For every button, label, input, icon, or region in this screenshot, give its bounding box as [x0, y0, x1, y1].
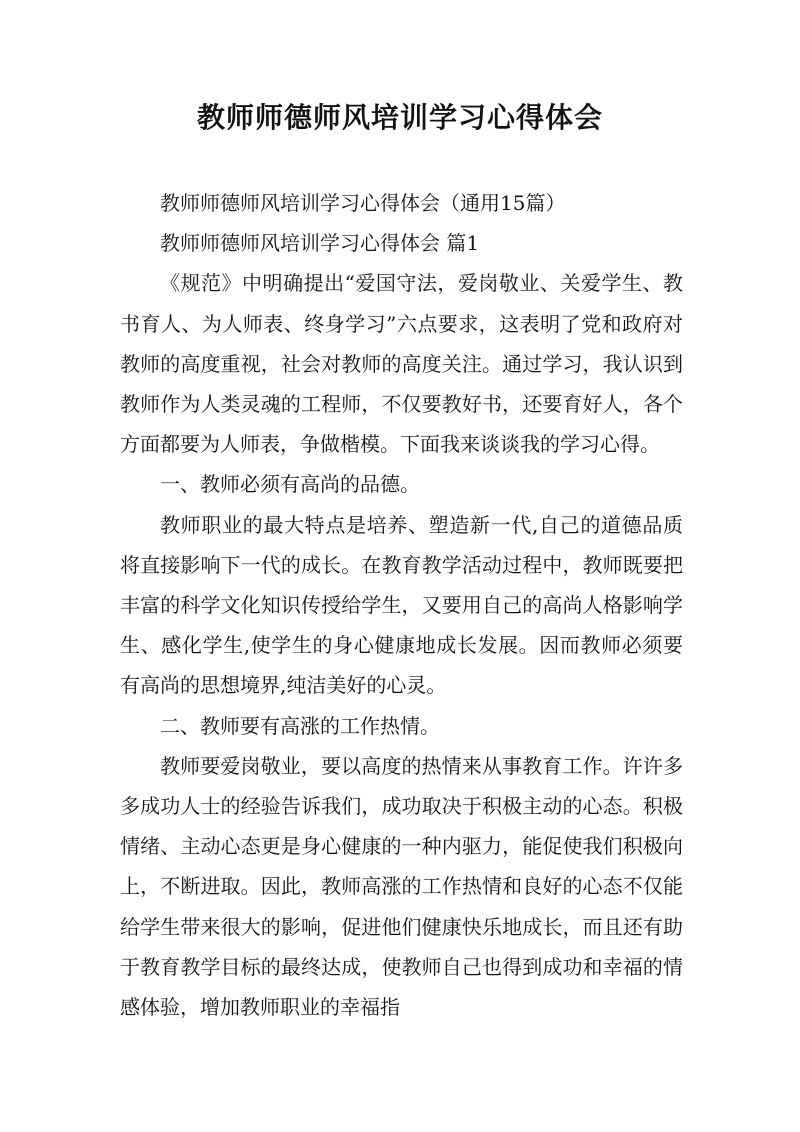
- paragraph-point-one-body: 教师职业的最大特点是培养、塑造新一代,自己的道德品质将直接影响下一代的成长。在教育教学活动过程中，教师既要把丰富的科学文化知识传授给学生，又要用自己的高尚人格影响学生、感化学生,使学生的身心健康地成长发展。因而教师必须要有高尚的思想境界,纯洁美好的心灵。: [120, 512, 683, 698]
- paragraph-section-heading: 教师师德师风培训学习心得体会 篇1: [160, 231, 480, 256]
- document-body: [120, 183, 683, 1027]
- paragraph-point-one-heading: 一、教师必须有高尚的品德。: [160, 472, 420, 497]
- paragraph-point-two-heading: 二、教师要有高涨的工作热情。: [160, 713, 440, 738]
- document-title: 教师师德师风培训学习心得体会: [196, 101, 603, 134]
- paragraph-subtitle: 教师师德师风培训学习心得体会（通用15篇）: [160, 191, 566, 215]
- paragraph-point-two-body: 教师要爱岗敬业，要以高度的热情来从事教育工作。许许多多成功人士的经验告诉我们，成功取决于积极主动的心态。积极情绪、主动心态更是身心健康的一种内驱力，能促使我们积极向上，不断进取。因此，教师高涨的工作热情和良好的心态不仅能给学生带来很大的影响，促进他们健康快乐地成长，而且还有助于教育教学目标的最终达成，使教师自己也得到成功和幸福的情感体验，增加教师职业的幸福指: [120, 753, 683, 1020]
- paragraph-intro: 《规范》中明确提出“爱国守法，爱岗敬业、关爱学生、教书育人、为人师表、终身学习”六点要求，这表明了党和政府对教师的高度重视，社会对教师的高度关注。通过学习，我认识到教师作为人类灵魂的工程师，不仅要教好书，还要育好人，各个方面都要为人师表，争做楷模。下面我来谈谈我的学习心得。: [120, 271, 683, 457]
